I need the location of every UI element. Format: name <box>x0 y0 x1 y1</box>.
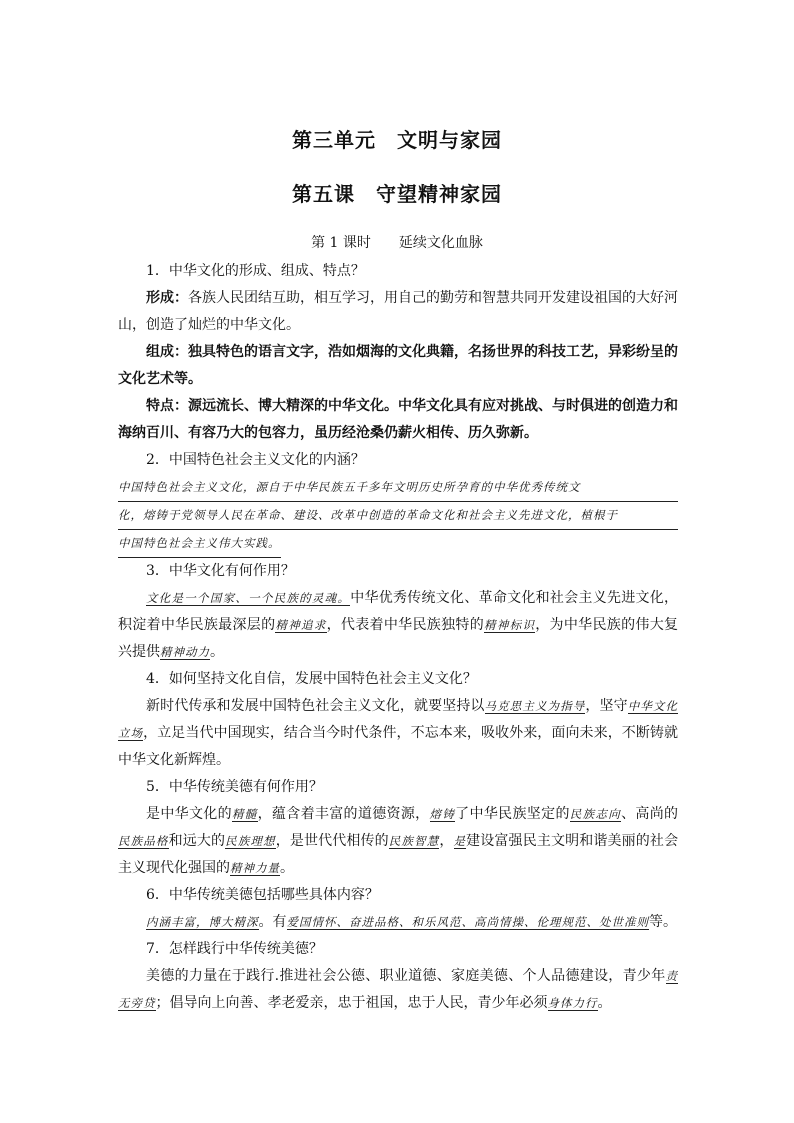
answer-1-composition: 组成：独具特色的语言文字，浩如烟海的文化典籍，名扬世界的科技工艺，异彩纷呈的文化艺术等。 <box>118 344 678 387</box>
question-2: 2．中国特色社会主义文化的内涵？ <box>146 452 365 468</box>
answer-7: 美德的力量在于践行.推进社会公德、职业道德、家庭美德、个人品德建设，青少年责无旁贷；倡导向上向善、孝老爱亲，忠于祖国，忠于人民，青少年必须身体力行。 <box>118 968 678 1011</box>
answer-4: 新时代传承和发展中国特色社会主义文化，就要坚持以马克思主义为指导，坚守中华文化立场，立足当代中国现实，结合当今时代条件，不忘本来，吸收外来，面向未来，不断铸就中华文化新辉煌。 <box>118 698 679 768</box>
question-5: 5．中华传统美德有何作用？ <box>146 779 323 795</box>
answer-2-handwritten <box>118 474 678 558</box>
lesson-title: 第五课 守望精神家园 <box>292 182 502 206</box>
answer-1-formation: 形成：各族人民团结互助，相互学习，用自己的勤劳和智慧共同开发建设祖国的大好河山，创造了灿烂的中华文化。 <box>118 290 678 333</box>
answer-2-line: 中国特色社会主义伟大实践。 <box>118 530 281 558</box>
content-body <box>118 258 678 1017</box>
question-6: 6．中华传统美德包括哪些具体内容？ <box>146 887 379 903</box>
question-3: 3．中华文化有何作用？ <box>146 563 295 579</box>
answer-1-features: 特点：源远流长、博大精深的中华文化。中华文化具有应对挑战、与时俱进的创造力和海纳百川、有容乃大的包容力，虽历经沧桑仍薪火相传、历久弥新。 <box>118 398 678 441</box>
answer-5: 是中华文化的精髓，蕴含着丰富的道德资源，熔铸了中华民族坚定的民族志向、高尚的民族品格和远大的民族理想，是世代代相传的民族智慧，是建设富强民主文明和谐美丽的社会主义现代化强国的精神力量。 <box>118 806 679 876</box>
question-4: 4．如何坚持文化自信，发展中国特色社会主义文化？ <box>146 671 477 687</box>
unit-title: 第三单元 文明与家园 <box>292 128 502 152</box>
answer-3: 文化是一个国家、一个民族的灵魂。中华优秀传统文化、革命文化和社会主义先进文化，积淀着中华民族最深层的精神追求，代表着中华民族独特的精神标识，为中华民族的伟大复兴提供精神动力。 <box>118 590 679 660</box>
answer-2-line: 中国特色社会主义文化，源自于中华民族五千多年文明历史所孕育的中华优秀传统文 <box>118 474 678 502</box>
answer-2-line: 化，熔铸于党领导人民在革命、建设、改革中创造的革命文化和社会主义先进文化，植根于 <box>118 502 678 530</box>
answer-6: 内涵丰富，博大精深。有爱国情怀、奋进品格、和乐风范、高尚情操、伦理规范、处世准则等。 <box>146 914 677 930</box>
question-1: 1．中华文化的形成、组成、特点？ <box>146 263 365 279</box>
question-7: 7．怎样践行中华传统美德？ <box>146 941 323 957</box>
section-subtitle: 第 1 课时 延续文化血脉 <box>311 235 483 251</box>
